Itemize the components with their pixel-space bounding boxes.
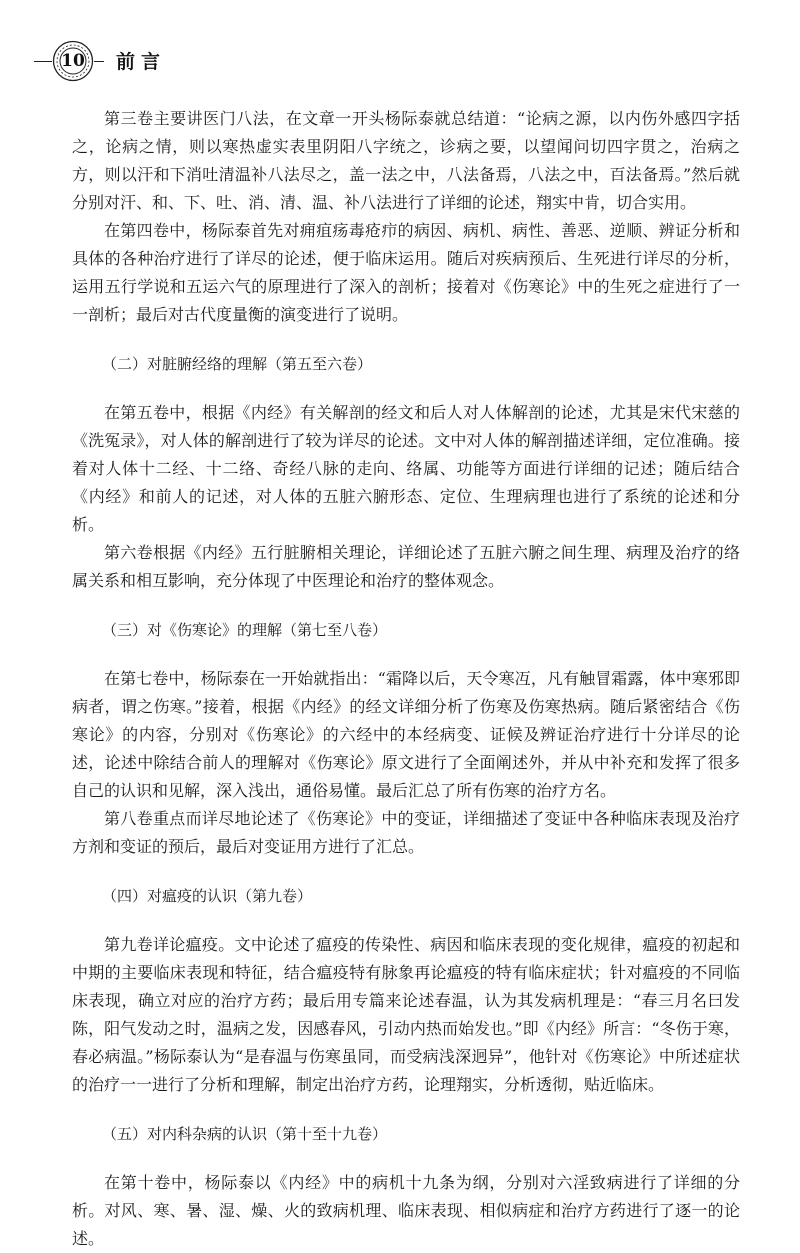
body-text <box>72 105 740 1253</box>
header-rule-mid <box>94 61 104 62</box>
section-title: 前言 <box>116 51 167 73</box>
subsection-heading: （二）对脏腑经络的理解（第五至六卷） <box>102 355 373 373</box>
subsection-heading: （三）对《伤寒论》的理解（第七至八卷） <box>102 621 388 639</box>
subsection-heading: （五）对内科杂病的认识（第十至十九卷） <box>102 1125 388 1143</box>
header-rule-left <box>34 61 52 62</box>
paragraph: 在第四卷中，杨际泰首先对痈疽疡毒疮疖的病因、病机、病性、善恶、逆顺、辨证分析和具体的各种治疗进行了详尽的论述，便于临床运用。随后对疾病预后、生死进行详尽的分析，运用五行学说和五运六气的原理进行了深入的剖析；接着对《伤寒论》中的生死之症进行了一一剖析；最后对古代度量衡的演变进行了说明。 <box>72 221 740 324</box>
page-number: 10 <box>61 51 85 71</box>
paragraph: 在第十卷中，杨际泰以《内经》中的病机十九条为纲，分别对六淫致病进行了详细的分析。对风、寒、暑、湿、燥、火的致病机理、临床表现、相似病症和治疗方药进行了逐一的论述。 <box>72 1173 740 1248</box>
running-header <box>0 40 800 84</box>
subsection-heading: （四）对瘟疫的认识（第九卷） <box>102 887 313 905</box>
paragraph: 第三卷主要讲医门八法，在文章一开头杨际泰就总结道：“论病之源，以内伤外感四字括之，论病之情，则以寒热虚实表里阴阳八字统之，诊病之要，以望闻问切四字贯之，治病之方，则以汗和下消吐清温补八法尽之，盖一法之中，八法备焉，八法之中，百法备焉。”然后就分别对汗、和、下、吐、消、清、温、补八法进行了详细的论述，翔实中肯，切合实用。 <box>72 109 740 212</box>
paragraph: 在第七卷中，杨际泰在一开始就指出：“霜降以后，天令寒冱，凡有触冒霜露，体中寒邪即病者，谓之伤寒。”接着，根据《内经》的经文详细分析了伤寒及伤寒热病。随后紧密结合《伤寒论》的内容，分别对《伤寒论》的六经中的本经病变、证候及辨证治疗进行十分详尽的论述，论述中除结合前人的理解对《伤寒论》原文进行了全面阐述外，并从中补充和发挥了很多自己的认识和见解，深入浅出，通俗易懂。最后汇总了所有伤寒的治疗方名。 <box>72 669 740 800</box>
paragraph: 第八卷重点而详尽地论述了《伤寒论》中的变证，详细描述了变证中各种临床表现及治疗方剂和变证的预后，最后对变证用方进行了汇总。 <box>72 809 740 856</box>
paragraph: 第九卷详论瘟疫。文中论述了瘟疫的传染性、病因和临床表现的变化规律，瘟疫的初起和中期的主要临床表现和特征，结合瘟疫特有脉象再论瘟疫的特有临床症状；针对瘟疫的不同临床表现，确立对应的治疗方药；最后用专篇来论述春温，认为其发病机理是：“春三月名曰发陈，阳气发动之时，温病之发，因感春风，引动内热而始发也。”即《内经》所言：“冬伤于寒，春必病温。”杨际泰认为“是春温与伤寒虽同，而受病浅深迥异”，他针对《伤寒论》中所述症状的治疗一一进行了分析和理解，制定出治疗方药，论理翔实，分析透彻，贴近临床。 <box>72 935 740 1094</box>
paragraph: 第六卷根据《内经》五行脏腑相关理论，详细论述了五脏六腑之间生理、病理及治疗的络属关系和相互影响，充分体现了中医理论和治疗的整体观念。 <box>72 543 740 590</box>
paragraph: 在第五卷中，根据《内经》有关解剖的经文和后人对人体解剖的论述，尤其是宋代宋慈的《洗冤录》，对人体的解剖进行了较为详尽的论述。文中对人体的解剖描述详细，定位准确。接着对人体十二经、十二络、奇经八脉的走向、络属、功能等方面进行详细的记述；随后结合《内经》和前人的记述，对人体的五脏六腑形态、定位、生理病理也进行了系统的论述和分析。 <box>72 403 740 534</box>
